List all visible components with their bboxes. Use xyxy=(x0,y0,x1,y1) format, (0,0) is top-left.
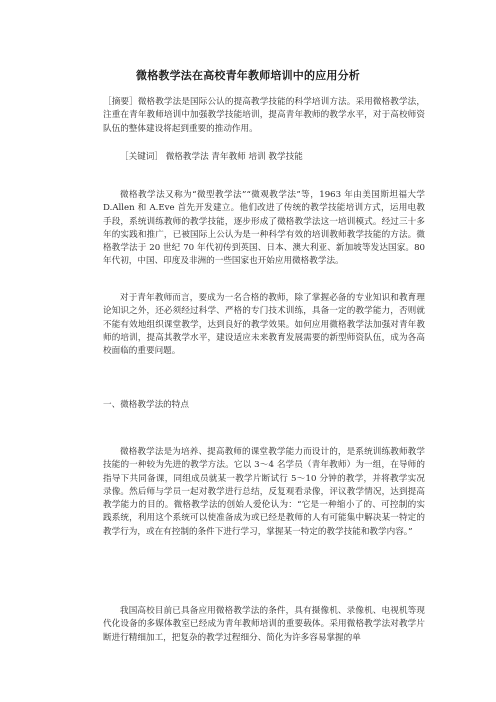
abstract-paragraph: ［摘要］微格教学法是国际公认的提高教学技能的科学培训方法。采用微格教学法，注重在青年教师培训中加强教学技能培训，提高青年教师的教学水平，对于高校师资队伍的整体建设将起到重要的推动作用。 xyxy=(103,97,425,134)
document-title: 微格教学法在高校青年教师培训中的应用分析 xyxy=(136,69,360,82)
keywords-line: ［关键词］ 微格教学法 青年教师 培训 教学技能 xyxy=(120,152,303,162)
body-paragraph: 我国高校目前已具备应用微格教学法的条件，具有摄像机、录像机、电视机等现代化设备的多媒体教室已经成为青年教师培训的重要载体。采用微格教学法对教学片断进行精细加工，把复杂的教学过程细分、简化为许多容易掌握的单 xyxy=(103,606,425,643)
section-heading: 一、微格教学法的特点 xyxy=(103,400,189,410)
body-paragraph: 对于青年教师而言，要成为一名合格的教师，除了掌握必备的专业知识和教育理论知识之外，还必须经过科学、严格的专门技术训练，具备一定的教学能力，否则就不能有效地组织课堂教学，达到良好的教学效果。如何应用微格教学法加强对青年教师的培训，提高其教学水平，建设适应未来教育发展需要的新型师资队伍，成为各高校面临的重要问题。 xyxy=(103,293,425,357)
body-paragraph: 微格教学法是为培养、提高教师的课堂教学能力而设计的，是系统训练教师教学技能的一种较为先进的教学方法。它以 3～4 名学员（青年教师）为一组，在导师的指导下共同备课，同组成员就某一教学片断试行 5～10 分钟的教学，并将教学实况录像。然后师与学员一起对教学进行总结，反复观看录像，评议教学情况，达到提高教学能力的目的。微格教学法的创始人爱伦认为：“它是一种缩小了的、可控制的实践系统，利用这个系统可以使准备成为或已经是教师的人有可能集中解决某一特定的教学行为，或在有控制的条件下进行学习，掌握某一特定的教学技能和教学内容。” xyxy=(103,447,425,537)
body-paragraph: 微格教学法又称为“微型教学法”“微观教学法”等，1963 年由美国斯坦福大学 D.Allen 和 A.Eve 首先开发建立。他们改进了传统的教学技能培训方式，运用电教手段，系统训练教师的教学技能，逐步形成了微格教学法这一培训模式。经过三十多年的实践和推广，已被国际上公认为是一种科学有效的培训教师教学技能的方法。微格教学法于 20 世纪 70 年代初传到英国、日本、澳大利亚、新加坡等发达国家。80 年代初，中国、印度及非洲的一些国家也开始应用微格教学法。 xyxy=(103,190,425,267)
